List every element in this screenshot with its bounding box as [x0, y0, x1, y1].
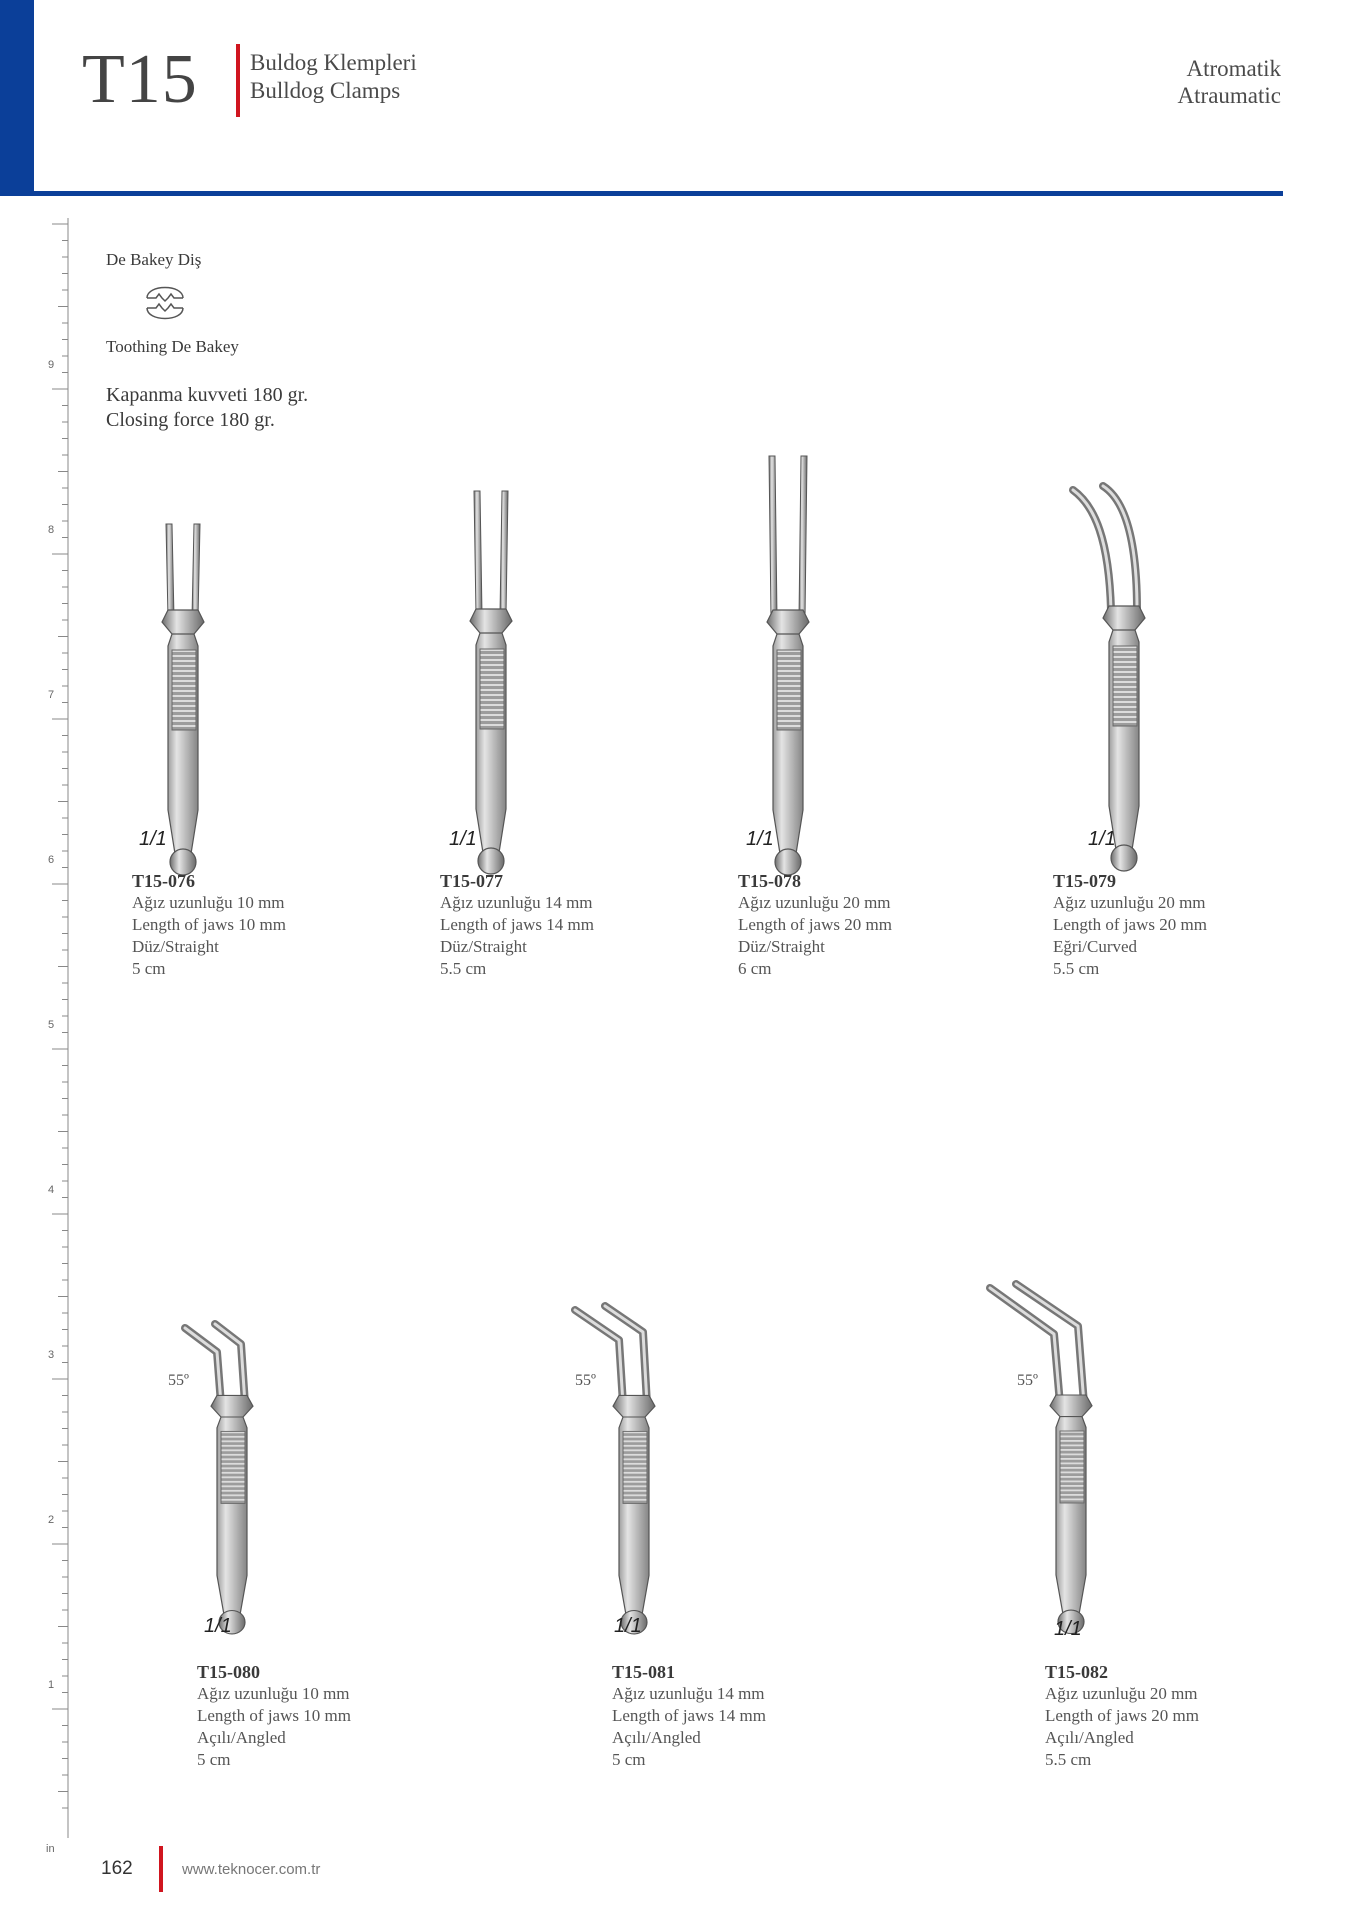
product-t15-081	[612, 1661, 766, 1771]
closing-force-tr: Kapanma kuvveti 180 gr.	[106, 384, 309, 406]
clamp-size: 5 cm	[612, 1750, 646, 1769]
page-number: 162	[101, 1858, 133, 1879]
ruler-label-5: 5	[48, 1019, 55, 1031]
ruler-label-2: 2	[48, 1514, 55, 1526]
inch-ruler	[44, 218, 74, 1855]
website-link[interactable]: www.teknocer.com.tr	[182, 1861, 321, 1878]
clamp-type: Açılı/Angled	[612, 1728, 701, 1747]
footer-divider	[159, 1846, 163, 1892]
product-t15-079	[1053, 870, 1207, 980]
clamp-image-t15-078	[755, 450, 835, 860]
clamp-image-t15-080	[175, 1318, 285, 1648]
angle-label-t15-082: 55º	[1017, 1372, 1038, 1389]
ruler-unit: in	[46, 1843, 55, 1855]
clamp-type: Düz/Straight	[738, 937, 825, 956]
product-t15-077	[440, 870, 594, 980]
jaw-length-tr: Ağız uzunluğu 14 mm	[612, 1684, 765, 1703]
clamp-size: 5 cm	[132, 959, 166, 978]
jaw-length-tr: Ağız uzunluğu 20 mm	[738, 893, 891, 912]
clamp-type: Düz/Straight	[132, 937, 219, 956]
clamp-image-t15-077	[458, 485, 538, 860]
ruler-label-7: 7	[48, 689, 55, 701]
clamp-image-t15-081	[565, 1300, 685, 1648]
scale-label-t15-081: 1/1	[614, 1615, 642, 1637]
product-t15-082	[1045, 1661, 1199, 1771]
scale-label-t15-077: 1/1	[449, 828, 477, 850]
section-title-tr: Buldog Klempleri	[250, 50, 417, 75]
jaw-length-en: Length of jaws 20 mm	[1053, 915, 1207, 934]
clamp-image-t15-076	[150, 518, 230, 858]
section-code: T15	[82, 41, 198, 118]
title-divider	[236, 44, 240, 117]
clamp-image-t15-079	[1065, 480, 1175, 860]
ruler-label-3: 3	[48, 1349, 55, 1361]
angle-label-t15-081: 55º	[575, 1372, 596, 1389]
clamp-size: 5.5 cm	[1045, 1750, 1092, 1769]
jaw-length-tr: Ağız uzunluğu 20 mm	[1053, 893, 1206, 912]
angle-label-t15-080: 55º	[168, 1372, 189, 1389]
product-code: T15-078	[738, 871, 801, 891]
closing-force-en: Closing force 180 gr.	[106, 409, 275, 431]
jaw-length-tr: Ağız uzunluğu 10 mm	[132, 893, 285, 912]
clamp-type: Açılı/Angled	[197, 1728, 286, 1747]
jaw-length-en: Length of jaws 20 mm	[1045, 1706, 1199, 1725]
toothing-label-en: Toothing De Bakey	[106, 337, 239, 356]
category-tr: Atromatik	[1186, 56, 1281, 81]
ruler-label-6: 6	[48, 854, 55, 866]
product-code: T15-076	[132, 871, 195, 891]
product-t15-076	[132, 870, 286, 980]
product-t15-078	[738, 870, 892, 980]
jaw-length-tr: Ağız uzunluğu 14 mm	[440, 893, 593, 912]
product-t15-080	[197, 1661, 351, 1771]
scale-label-t15-080: 1/1	[204, 1615, 232, 1637]
scale-label-t15-082: 1/1	[1054, 1618, 1082, 1640]
toothing-label-tr: De Bakey Diş	[106, 250, 202, 269]
scale-label-t15-076: 1/1	[139, 828, 167, 850]
ruler-label-8: 8	[48, 524, 55, 536]
ruler-label-1: 1	[48, 1679, 55, 1691]
clamp-type: Açılı/Angled	[1045, 1728, 1134, 1747]
clamp-size: 5.5 cm	[440, 959, 487, 978]
clamp-size: 6 cm	[738, 959, 772, 978]
section-title-en: Bulldog Clamps	[250, 78, 401, 103]
product-code: T15-080	[197, 1662, 260, 1682]
product-code: T15-079	[1053, 871, 1116, 891]
clamp-type: Düz/Straight	[440, 937, 527, 956]
jaw-length-en: Length of jaws 10 mm	[197, 1706, 351, 1725]
clamp-type: Eğri/Curved	[1053, 937, 1138, 956]
jaw-length-en: Length of jaws 14 mm	[440, 915, 594, 934]
de-bakey-teeth-icon	[144, 276, 186, 328]
scale-label-t15-078: 1/1	[746, 828, 774, 850]
clamp-size: 5 cm	[197, 1750, 231, 1769]
header-panel	[34, 0, 1283, 191]
ruler-label-4: 4	[48, 1184, 55, 1196]
ruler-label-9: 9	[48, 359, 55, 371]
jaw-length-en: Length of jaws 14 mm	[612, 1706, 766, 1725]
clamp-image-t15-082	[980, 1278, 1120, 1648]
product-code: T15-081	[612, 1662, 675, 1682]
jaw-length-en: Length of jaws 10 mm	[132, 915, 286, 934]
header-accent	[0, 0, 34, 196]
product-code: T15-077	[440, 871, 503, 891]
header-rule	[34, 191, 1283, 196]
clamp-size: 5.5 cm	[1053, 959, 1100, 978]
jaw-length-en: Length of jaws 20 mm	[738, 915, 892, 934]
jaw-length-tr: Ağız uzunluğu 10 mm	[197, 1684, 350, 1703]
jaw-length-tr: Ağız uzunluğu 20 mm	[1045, 1684, 1198, 1703]
category-en: Atraumatic	[1177, 83, 1281, 108]
product-code: T15-082	[1045, 1662, 1108, 1682]
scale-label-t15-079: 1/1	[1088, 828, 1116, 850]
